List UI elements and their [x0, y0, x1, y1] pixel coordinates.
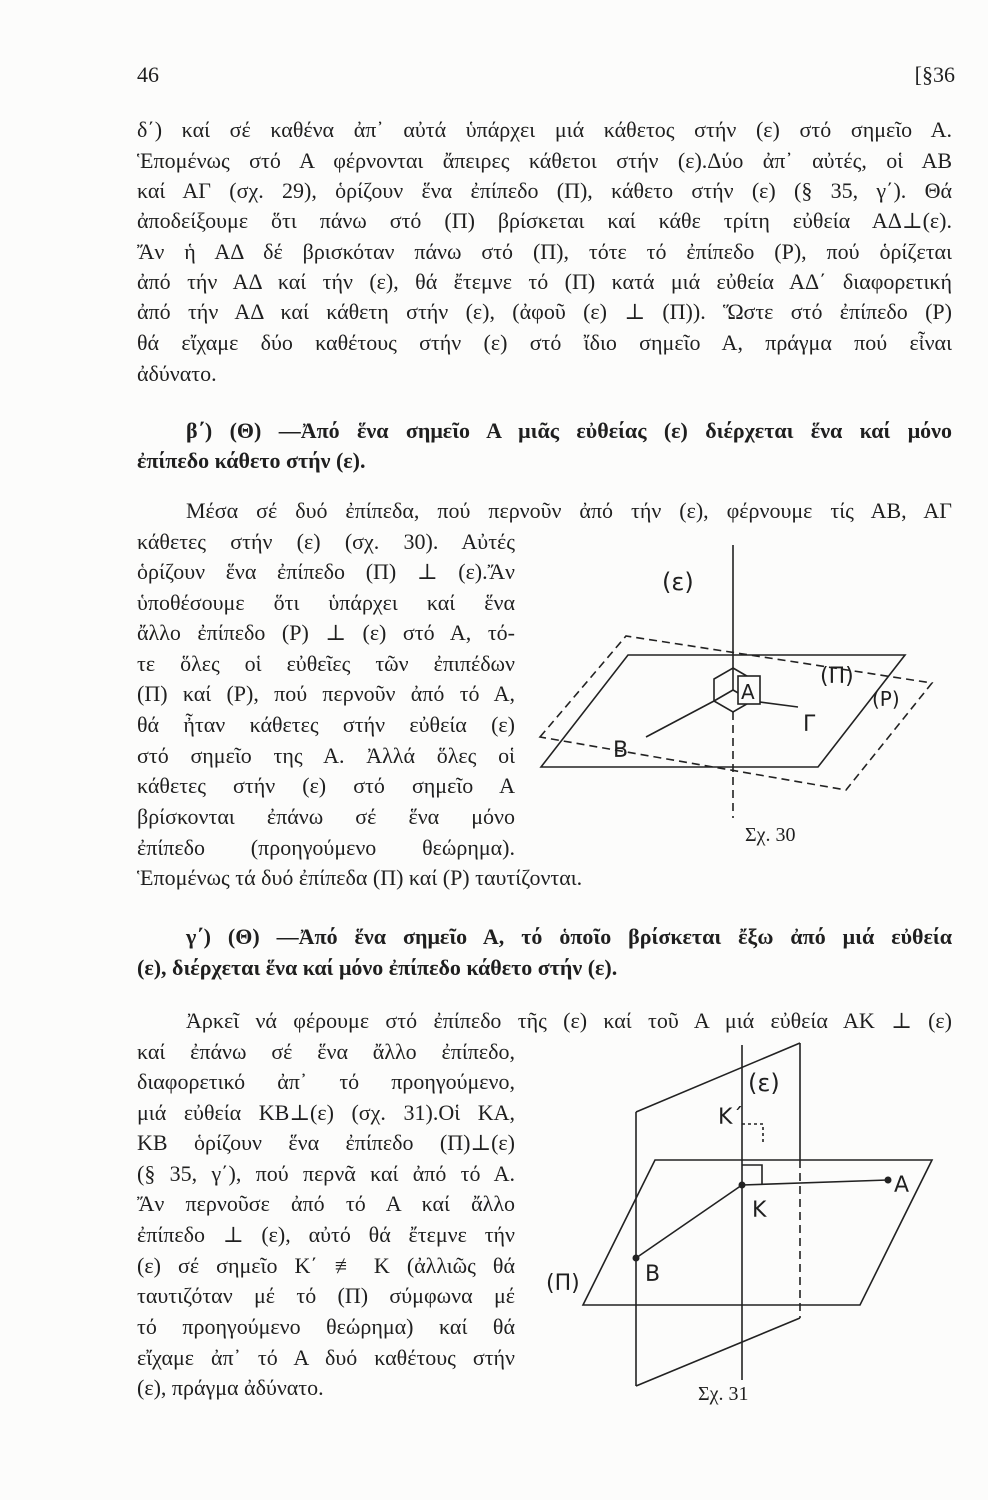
label-line-epsilon: (ε) [748, 1069, 780, 1097]
label-point-g: Γ [803, 712, 816, 737]
line-kb [636, 1185, 742, 1258]
point-k [739, 1182, 746, 1189]
label-point-a: Α [894, 1173, 910, 1198]
point-a [885, 1177, 892, 1184]
theorem-line: ἐπίπεδο κάθετο στήν (ε). [137, 448, 366, 473]
point-b [633, 1255, 640, 1262]
label-plane-rho: (Ρ) [872, 687, 900, 711]
text-line: ἄλλο ἐπίπεδο (Ρ) ⊥ (ε) στό Α, τό- [137, 620, 515, 645]
text-line: Ἑπομένως στό Α φέρνονται ἄπειρες κάθετοι στήν (ε).Δύο ἀπ᾽ αὐτές, οἱ ΑΒ [137, 148, 952, 173]
text-line: καί ἐπάνω σέ ἕνα ἄλλο ἐπίπεδο, [137, 1039, 515, 1064]
text-line: ἀποδείξουμε ὅτι πάνω στό (Π) βρίσκεται καί κάθε τρίτη εὐθεία ΑΔ⊥(ε). [137, 208, 952, 233]
label-point-b: Β [645, 1262, 661, 1287]
text-line: Ἑπομένως τά δυό ἐπίπεδα (Π) καί (Ρ) ταυτίζονται. [137, 865, 583, 890]
line-ka [742, 1180, 888, 1185]
text-line: εἴχαμε ἀπ᾽ τό Α δυό καθέτους στήν [137, 1345, 515, 1370]
section-reference: [§36 [914, 62, 955, 87]
text-line: ἀπό τήν ΑΔ καί τήν (ε), θά ἔτεμνε τό (Π) κατά μιά εὐθεία ΑΔ΄ διαφορετική [137, 269, 952, 294]
right-angle-marker-k-prime [742, 1124, 763, 1142]
label-point-k: Κ [752, 1198, 767, 1223]
text-line: δ΄) καί σέ καθένα ἀπ᾽ αὐτά ὑπάρχει μιά κάθετος στήν (ε) στό σημεῖο Α. [137, 117, 952, 142]
text-line: (ε) σέ σημεῖο Κ΄ ≢ Κ (ἀλλιῶς θά [137, 1253, 515, 1278]
line-ab [646, 701, 714, 737]
text-line: τε ὅλες οἱ εὐθεῖες τῶν ἐπιπέδων [137, 651, 515, 676]
text-line: μιά εὐθεία ΚΒ⊥(ε) (σχ. 31).Οἱ ΚΑ, [137, 1100, 515, 1125]
text-line: ΚΒ ὁρίζουν ἕνα ἐπίπεδο (Π)⊥(ε) [137, 1130, 515, 1155]
theorem-line: (ε), διέρχεται ἕνα καί μόνο ἐπίπεδο κάθετο στήν (ε). [137, 955, 618, 980]
page-number: 46 [137, 62, 159, 87]
text-line: Ἀρκεῖ νά φέρουμε στό ἐπίπεδο τῆς (ε) καί τοῦ Α μιά εὐθεία ΑΚ ⊥ (ε) [186, 1008, 952, 1033]
figure-31-caption: Σχ. 31 [698, 1383, 749, 1405]
text-line: καί ΑΓ (σχ. 29), ὁρίζουν ἕνα ἐπίπεδο (Π), κάθετο στήν (ε) (§ 35, γ΄). Θά [137, 178, 952, 203]
text-line: (§ 35, γ΄), πού περνᾶ καί ἀπό τό Α. [137, 1161, 515, 1186]
label-plane-pi: (Π) [546, 1271, 580, 1296]
text-line: Μέσα σέ δυό ἐπίπεδα, πού περνοῦν ἀπό τήν (ε), φέρνουμε τίς ΑΒ, ΑΓ [186, 498, 952, 523]
vertical-plane-bottom-edge [636, 1318, 800, 1386]
text-line: Ἄν ἡ ΑΔ δέ βρισκόταν πάνω στό (Π), τότε τό ἐπίπεδο (Ρ), πού ὁρίζεται [137, 239, 952, 264]
text-line: κάθετες στήν (ε) στό σημεῖο Α [137, 773, 515, 798]
text-line: κάθετες στήν (ε) (σχ. 30). Αὐτές [137, 529, 515, 554]
figure-31 [525, 1038, 940, 1388]
text-line: (Π) καί (Ρ), πού περνοῦν ἀπό τό Α, [137, 681, 515, 706]
text-line: ὑποθέσουμε ὅτι ὑπάρχει καί ἕνα [137, 590, 515, 615]
text-line: ἀδύνατο. [137, 361, 217, 386]
text-line: ἐπίπεδο ⊥ (ε), αὐτό θά ἔτεμνε τήν [137, 1222, 515, 1247]
figure-30-caption: Σχ. 30 [745, 824, 796, 846]
figure-30 [520, 535, 940, 825]
theorem-line: β΄) (Θ) —Ἀπό ἕνα σημεῖο Α μιᾶς εὐθείας (ε) διέρχεται ἕνα καί μόνο [186, 418, 952, 443]
label-plane-pi: (Π) [820, 664, 854, 689]
label-line-epsilon: (ε) [662, 568, 694, 596]
theorem-line: γ΄) (Θ) —Ἀπό ἕνα σημεῖο Α, τό ὁποῖο βρίσκεται ἔξω ἀπό μιά εὐθεία [186, 924, 952, 949]
text-line: ἐπίπεδο (προηγούμενο θεώρημα). [137, 835, 515, 860]
text-line: ταυτιζόταν μέ τό (Π) σύμφωνα μέ [137, 1283, 515, 1308]
label-point-a: Α [741, 680, 755, 704]
text-line: βρίσκονται ἐπάνω σέ ἕνα μόνο [137, 804, 515, 829]
text-line: Ἄν περνοῦσε ἀπό τό Α καί ἄλλο [137, 1191, 515, 1216]
right-angle-marker-k [742, 1165, 762, 1184]
text-line: θά εἴχαμε δύο καθέτους στήν (ε) στό ἴδιο σημεῖο Α, πράγμα πού εἶναι [137, 330, 952, 355]
label-point-b: Β [613, 738, 629, 763]
text-line: διαφορετικό ἀπ᾽ τό προηγούμενο, [137, 1069, 515, 1094]
text-line: ὁρίζουν ἕνα ἐπίπεδο (Π) ⊥ (ε).Ἄν [137, 559, 515, 584]
text-line: ἀπό τήν ΑΔ καί κάθετη στήν (ε), (ἀφοῦ (ε) ⊥ (Π)). Ὥστε στό ἐπίπεδο (Ρ) [137, 299, 952, 324]
text-line: τό προηγούμενο θεώρημα) καί θά [137, 1314, 515, 1339]
text-line: στό σημεῖο της Α. Ἀλλά ὅλες οἱ [137, 743, 515, 768]
text-line: (ε), πράγμα ἀδύνατο. [137, 1375, 324, 1400]
text-line: θά ἦταν κάθετες στήν εὐθεία (ε) [137, 712, 515, 737]
label-point-k-prime: Κ΄ [718, 1105, 744, 1130]
